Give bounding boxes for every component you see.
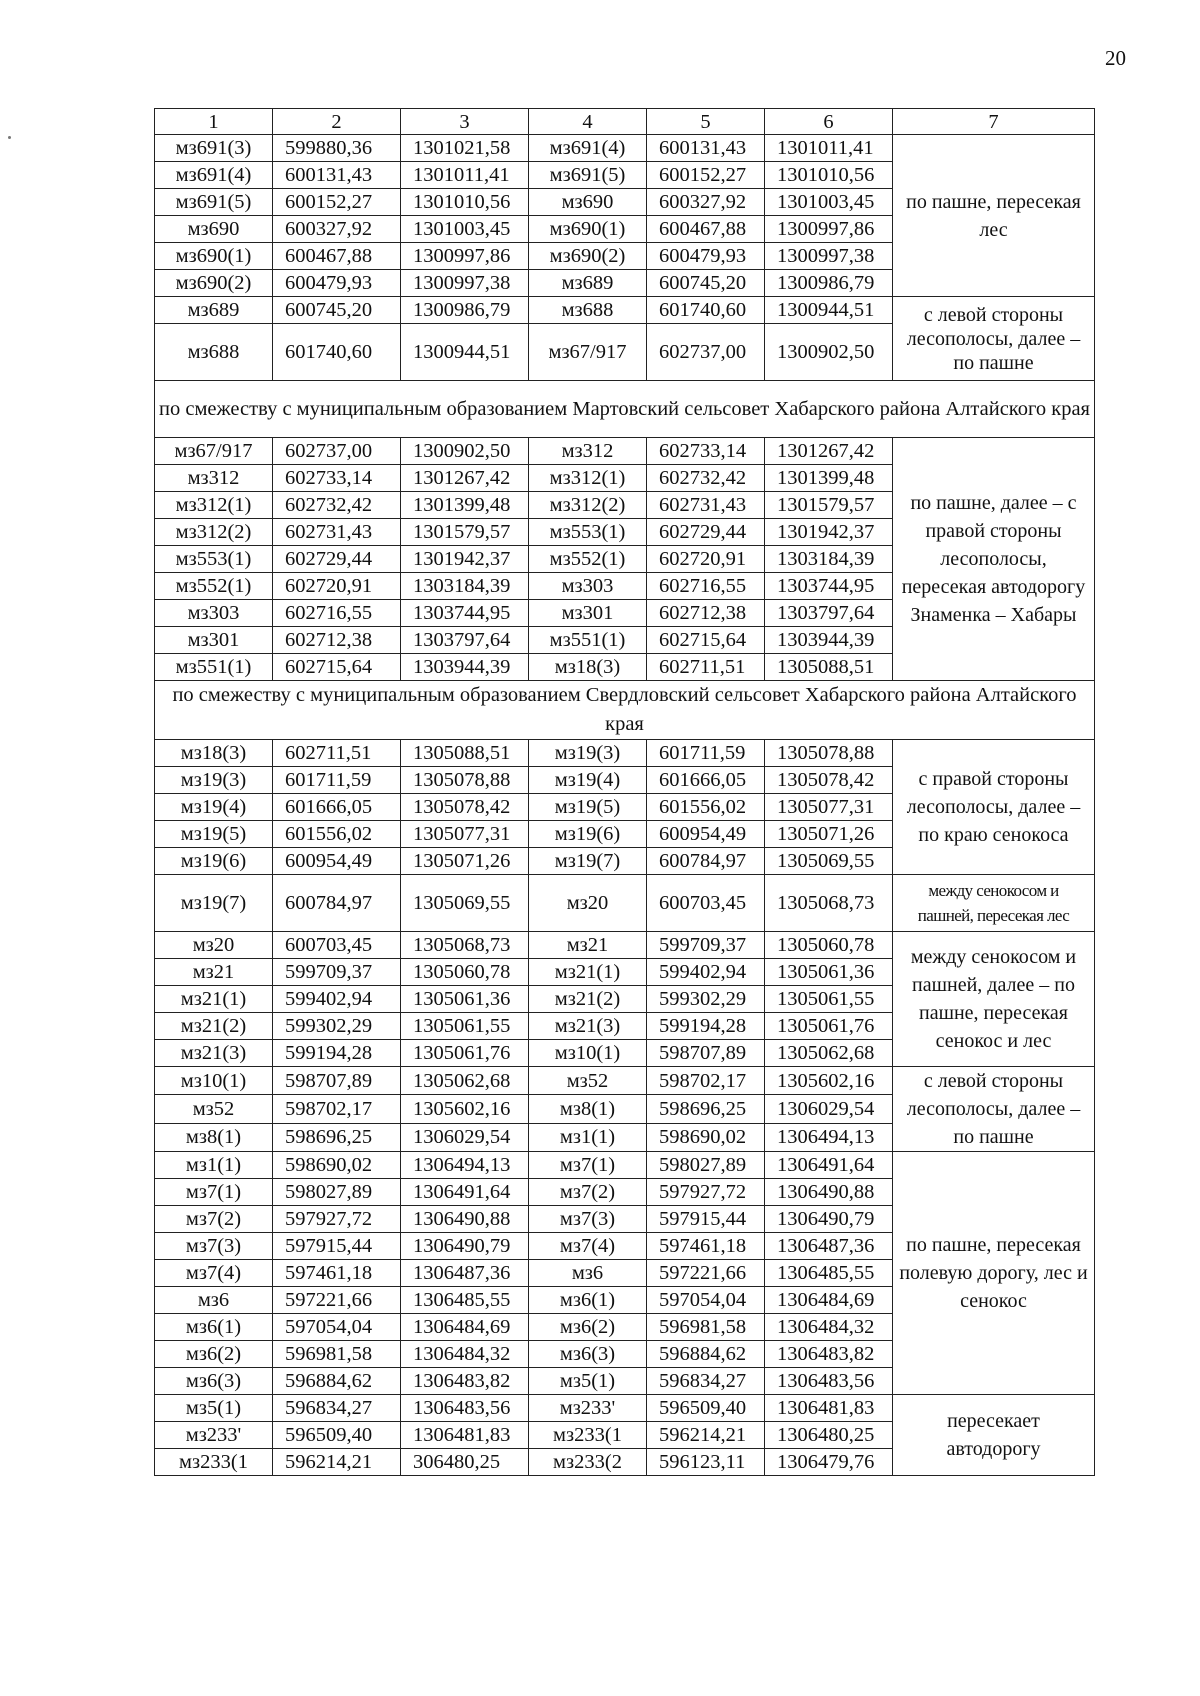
x-from: 602731,43 bbox=[273, 519, 401, 546]
x-to: 597461,18 bbox=[647, 1233, 765, 1260]
point-to: мз689 bbox=[529, 270, 647, 297]
x-to: 597054,04 bbox=[647, 1287, 765, 1314]
x-from: 596509,40 bbox=[273, 1422, 401, 1449]
point-to: мз7(4) bbox=[529, 1233, 647, 1260]
y-to: 1305060,78 bbox=[765, 932, 893, 959]
x-from: 602712,38 bbox=[273, 627, 401, 654]
y-from: 1301010,56 bbox=[401, 189, 529, 216]
point-to: мз67/917 bbox=[529, 324, 647, 381]
x-to: 601711,59 bbox=[647, 740, 765, 767]
x-to: 596509,40 bbox=[647, 1395, 765, 1422]
y-from: 1305069,55 bbox=[401, 875, 529, 932]
x-to: 597915,44 bbox=[647, 1206, 765, 1233]
y-from: 1306487,36 bbox=[401, 1260, 529, 1287]
point-from: мз691(4) bbox=[155, 162, 273, 189]
point-from: мз10(1) bbox=[155, 1067, 273, 1095]
point-to: мз19(7) bbox=[529, 848, 647, 875]
point-to: мз301 bbox=[529, 600, 647, 627]
x-to: 599194,28 bbox=[647, 1013, 765, 1040]
point-to: мз553(1) bbox=[529, 519, 647, 546]
point-from: мз301 bbox=[155, 627, 273, 654]
y-to: 1306485,55 bbox=[765, 1260, 893, 1287]
x-from: 596981,58 bbox=[273, 1341, 401, 1368]
x-to: 596981,58 bbox=[647, 1314, 765, 1341]
column-header: 4 bbox=[529, 109, 647, 135]
x-to: 602720,91 bbox=[647, 546, 765, 573]
point-from: мз1(1) bbox=[155, 1152, 273, 1179]
y-to: 1300997,86 bbox=[765, 216, 893, 243]
y-to: 1301942,37 bbox=[765, 519, 893, 546]
y-from: 1305088,51 bbox=[401, 740, 529, 767]
y-to: 1306484,69 bbox=[765, 1287, 893, 1314]
point-from: мз8(1) bbox=[155, 1123, 273, 1151]
point-to: мз312 bbox=[529, 438, 647, 465]
x-from: 596884,62 bbox=[273, 1368, 401, 1395]
point-from: мз20 bbox=[155, 932, 273, 959]
y-from: 1305061,76 bbox=[401, 1040, 529, 1067]
y-to: 1301010,56 bbox=[765, 162, 893, 189]
x-to: 602716,55 bbox=[647, 573, 765, 600]
x-to: 600954,49 bbox=[647, 821, 765, 848]
x-to: 600784,97 bbox=[647, 848, 765, 875]
column-header: 3 bbox=[401, 109, 529, 135]
boundary-description: пересекает автодорогу bbox=[893, 1395, 1095, 1476]
y-from: 1306490,79 bbox=[401, 1233, 529, 1260]
point-from: мз7(4) bbox=[155, 1260, 273, 1287]
y-from: 1301399,48 bbox=[401, 492, 529, 519]
x-to: 601666,05 bbox=[647, 767, 765, 794]
y-to: 1301003,45 bbox=[765, 189, 893, 216]
table-row bbox=[155, 932, 1095, 959]
y-from: 1301021,58 bbox=[401, 135, 529, 162]
point-to: мз21(3) bbox=[529, 1013, 647, 1040]
x-to: 602712,38 bbox=[647, 600, 765, 627]
y-to: 1305061,55 bbox=[765, 986, 893, 1013]
x-from: 601666,05 bbox=[273, 794, 401, 821]
point-from: мз5(1) bbox=[155, 1395, 273, 1422]
point-to: мз6(3) bbox=[529, 1341, 647, 1368]
point-from: мз552(1) bbox=[155, 573, 273, 600]
point-to: мз7(1) bbox=[529, 1152, 647, 1179]
point-to: мз6(1) bbox=[529, 1287, 647, 1314]
point-to: мз312(1) bbox=[529, 465, 647, 492]
x-from: 600784,97 bbox=[273, 875, 401, 932]
x-from: 599194,28 bbox=[273, 1040, 401, 1067]
point-from: мз21(3) bbox=[155, 1040, 273, 1067]
page-number: 20 bbox=[1105, 46, 1126, 70]
point-from: мз6(1) bbox=[155, 1314, 273, 1341]
x-from: 596214,21 bbox=[273, 1449, 401, 1476]
section-heading: по смежеству с муниципальным образованием Мартовский сельсовет Хабарского района Алтайского края bbox=[155, 381, 1095, 438]
point-to: мз6(2) bbox=[529, 1314, 647, 1341]
y-to: 1306483,56 bbox=[765, 1368, 893, 1395]
x-to: 602731,43 bbox=[647, 492, 765, 519]
point-to: мз233' bbox=[529, 1395, 647, 1422]
point-to: мз52 bbox=[529, 1067, 647, 1095]
y-to: 1305061,76 bbox=[765, 1013, 893, 1040]
point-from: мз19(4) bbox=[155, 794, 273, 821]
x-to: 602733,14 bbox=[647, 438, 765, 465]
x-from: 602737,00 bbox=[273, 438, 401, 465]
y-to: 1306490,88 bbox=[765, 1179, 893, 1206]
table-row bbox=[155, 1067, 1095, 1095]
y-to: 1305071,26 bbox=[765, 821, 893, 848]
column-header-row bbox=[155, 109, 1095, 135]
x-from: 599880,36 bbox=[273, 135, 401, 162]
table-row bbox=[155, 875, 1095, 932]
point-to: мз7(3) bbox=[529, 1206, 647, 1233]
x-from: 599709,37 bbox=[273, 959, 401, 986]
y-to: 1305077,31 bbox=[765, 794, 893, 821]
x-to: 601740,60 bbox=[647, 297, 765, 324]
point-to: мз19(5) bbox=[529, 794, 647, 821]
point-from: мз19(3) bbox=[155, 767, 273, 794]
boundary-description: с правой стороны лесополосы, далее – по краю сенокоса bbox=[893, 740, 1095, 875]
point-to: мз19(3) bbox=[529, 740, 647, 767]
x-from: 601711,59 bbox=[273, 767, 401, 794]
x-from: 600327,92 bbox=[273, 216, 401, 243]
x-from: 597927,72 bbox=[273, 1206, 401, 1233]
x-to: 599302,29 bbox=[647, 986, 765, 1013]
x-from: 598696,25 bbox=[273, 1123, 401, 1151]
y-to: 1306483,82 bbox=[765, 1341, 893, 1368]
y-from: 1301579,57 bbox=[401, 519, 529, 546]
y-to: 1301579,57 bbox=[765, 492, 893, 519]
y-from: 1306490,88 bbox=[401, 1206, 529, 1233]
point-from: мз21 bbox=[155, 959, 273, 986]
y-to: 1306490,79 bbox=[765, 1206, 893, 1233]
point-from: мз19(7) bbox=[155, 875, 273, 932]
x-from: 598702,17 bbox=[273, 1095, 401, 1123]
point-to: мз19(6) bbox=[529, 821, 647, 848]
point-from: мз67/917 bbox=[155, 438, 273, 465]
point-from: мз19(6) bbox=[155, 848, 273, 875]
y-from: 1306491,64 bbox=[401, 1179, 529, 1206]
point-from: мз689 bbox=[155, 297, 273, 324]
point-from: мз18(3) bbox=[155, 740, 273, 767]
x-from: 597221,66 bbox=[273, 1287, 401, 1314]
x-to: 600131,43 bbox=[647, 135, 765, 162]
x-to: 601556,02 bbox=[647, 794, 765, 821]
y-to: 1306494,13 bbox=[765, 1123, 893, 1151]
point-from: мз21(2) bbox=[155, 1013, 273, 1040]
y-to: 1303797,64 bbox=[765, 600, 893, 627]
y-from: 1305077,31 bbox=[401, 821, 529, 848]
point-from: мз233' bbox=[155, 1422, 273, 1449]
x-to: 596123,11 bbox=[647, 1449, 765, 1476]
x-from: 596834,27 bbox=[273, 1395, 401, 1422]
y-from: 1305078,88 bbox=[401, 767, 529, 794]
point-to: мз691(4) bbox=[529, 135, 647, 162]
point-from: мз19(5) bbox=[155, 821, 273, 848]
y-to: 1306479,76 bbox=[765, 1449, 893, 1476]
y-to: 1306484,32 bbox=[765, 1314, 893, 1341]
table-row bbox=[155, 297, 1095, 324]
y-from: 1300902,50 bbox=[401, 438, 529, 465]
x-from: 602716,55 bbox=[273, 600, 401, 627]
x-to: 600327,92 bbox=[647, 189, 765, 216]
point-to: мз8(1) bbox=[529, 1095, 647, 1123]
y-from: 1303744,95 bbox=[401, 600, 529, 627]
point-to: мз19(4) bbox=[529, 767, 647, 794]
y-to: 1300986,79 bbox=[765, 270, 893, 297]
y-to: 1305061,36 bbox=[765, 959, 893, 986]
x-to: 600479,93 bbox=[647, 243, 765, 270]
x-from: 598690,02 bbox=[273, 1152, 401, 1179]
point-to: мз6 bbox=[529, 1260, 647, 1287]
boundary-coordinates-table bbox=[154, 108, 1095, 1476]
point-from: мз690 bbox=[155, 216, 273, 243]
y-to: 1305062,68 bbox=[765, 1040, 893, 1067]
x-from: 597054,04 bbox=[273, 1314, 401, 1341]
x-from: 601556,02 bbox=[273, 821, 401, 848]
x-from: 602720,91 bbox=[273, 573, 401, 600]
x-to: 600745,20 bbox=[647, 270, 765, 297]
y-from: 1305061,36 bbox=[401, 986, 529, 1013]
x-to: 602715,64 bbox=[647, 627, 765, 654]
point-from: мз233(1 bbox=[155, 1449, 273, 1476]
x-from: 597915,44 bbox=[273, 1233, 401, 1260]
x-from: 599402,94 bbox=[273, 986, 401, 1013]
y-to: 1303184,39 bbox=[765, 546, 893, 573]
point-from: мз690(1) bbox=[155, 243, 273, 270]
table-row bbox=[155, 135, 1095, 162]
x-to: 598027,89 bbox=[647, 1152, 765, 1179]
point-from: мз312(2) bbox=[155, 519, 273, 546]
y-from: 1300944,51 bbox=[401, 324, 529, 381]
point-from: мз21(1) bbox=[155, 986, 273, 1013]
boundary-description: между сенокосом и пашней, пересекая лес bbox=[893, 875, 1095, 932]
point-from: мз6 bbox=[155, 1287, 273, 1314]
x-to: 602729,44 bbox=[647, 519, 765, 546]
point-to: мз690 bbox=[529, 189, 647, 216]
x-to: 600152,27 bbox=[647, 162, 765, 189]
point-to: мз303 bbox=[529, 573, 647, 600]
x-to: 598690,02 bbox=[647, 1123, 765, 1151]
section-heading: по смежеству с муниципальным образованием Свердловский сельсовет Хабарского района Алтайского края bbox=[155, 681, 1095, 740]
point-from: мз690(2) bbox=[155, 270, 273, 297]
y-to: 1301011,41 bbox=[765, 135, 893, 162]
x-to: 598707,89 bbox=[647, 1040, 765, 1067]
y-from: 1301942,37 bbox=[401, 546, 529, 573]
boundary-description: по пашне, пересекая лес bbox=[893, 135, 1095, 297]
y-to: 1301267,42 bbox=[765, 438, 893, 465]
point-to: мз691(5) bbox=[529, 162, 647, 189]
x-to: 596214,21 bbox=[647, 1422, 765, 1449]
x-from: 602732,42 bbox=[273, 492, 401, 519]
point-from: мз551(1) bbox=[155, 654, 273, 681]
point-from: мз7(1) bbox=[155, 1179, 273, 1206]
y-to: 1306491,64 bbox=[765, 1152, 893, 1179]
point-to: мз233(1 bbox=[529, 1422, 647, 1449]
point-to: мз20 bbox=[529, 875, 647, 932]
point-from: мз688 bbox=[155, 324, 273, 381]
x-from: 602733,14 bbox=[273, 465, 401, 492]
y-from: 1306484,32 bbox=[401, 1341, 529, 1368]
section-row bbox=[155, 381, 1095, 438]
column-header: 2 bbox=[273, 109, 401, 135]
x-to: 597927,72 bbox=[647, 1179, 765, 1206]
point-to: мз10(1) bbox=[529, 1040, 647, 1067]
boundary-description: с левой стороны лесополосы, далее – по пашне bbox=[893, 1067, 1095, 1152]
y-from: 1305602,16 bbox=[401, 1095, 529, 1123]
y-from: 1306494,13 bbox=[401, 1152, 529, 1179]
point-to: мз5(1) bbox=[529, 1368, 647, 1395]
x-from: 600479,93 bbox=[273, 270, 401, 297]
section-row bbox=[155, 681, 1095, 740]
x-to: 598696,25 bbox=[647, 1095, 765, 1123]
point-from: мз553(1) bbox=[155, 546, 273, 573]
y-from: 1305068,73 bbox=[401, 932, 529, 959]
y-to: 1305078,42 bbox=[765, 767, 893, 794]
y-to: 1306481,83 bbox=[765, 1395, 893, 1422]
x-to: 597221,66 bbox=[647, 1260, 765, 1287]
boundary-description: между сенокосом и пашней, далее – по пашне, пересекая сенокос и лес bbox=[893, 932, 1095, 1067]
y-to: 1300902,50 bbox=[765, 324, 893, 381]
point-from: мз691(5) bbox=[155, 189, 273, 216]
y-from: 1305078,42 bbox=[401, 794, 529, 821]
boundary-description: по пашне, пересекая полевую дорогу, лес и сенокос bbox=[893, 1152, 1095, 1395]
y-to: 1305602,16 bbox=[765, 1067, 893, 1095]
x-to: 598702,17 bbox=[647, 1067, 765, 1095]
point-from: мз52 bbox=[155, 1095, 273, 1123]
point-from: мз312(1) bbox=[155, 492, 273, 519]
x-to: 600467,88 bbox=[647, 216, 765, 243]
point-to: мз688 bbox=[529, 297, 647, 324]
boundary-description: с левой стороны лесополосы, далее – по пашне bbox=[893, 297, 1095, 381]
y-from: 1301011,41 bbox=[401, 162, 529, 189]
y-from: 1303184,39 bbox=[401, 573, 529, 600]
x-to: 599709,37 bbox=[647, 932, 765, 959]
x-from: 598027,89 bbox=[273, 1179, 401, 1206]
y-from: 1301267,42 bbox=[401, 465, 529, 492]
point-to: мз552(1) bbox=[529, 546, 647, 573]
y-to: 1301399,48 bbox=[765, 465, 893, 492]
column-header: 1 bbox=[155, 109, 273, 135]
x-to: 599402,94 bbox=[647, 959, 765, 986]
x-from: 597461,18 bbox=[273, 1260, 401, 1287]
x-from: 600954,49 bbox=[273, 848, 401, 875]
point-to: мз1(1) bbox=[529, 1123, 647, 1151]
y-to: 1305078,88 bbox=[765, 740, 893, 767]
x-from: 602711,51 bbox=[273, 740, 401, 767]
y-from: 1306484,69 bbox=[401, 1314, 529, 1341]
y-to: 1305088,51 bbox=[765, 654, 893, 681]
y-from: 1305061,55 bbox=[401, 1013, 529, 1040]
table-row bbox=[155, 1152, 1095, 1179]
table-row bbox=[155, 740, 1095, 767]
x-from: 600745,20 bbox=[273, 297, 401, 324]
x-from: 598707,89 bbox=[273, 1067, 401, 1095]
point-to: мз21(2) bbox=[529, 986, 647, 1013]
y-to: 1300997,38 bbox=[765, 243, 893, 270]
point-to: мз690(1) bbox=[529, 216, 647, 243]
table-row bbox=[155, 1395, 1095, 1422]
y-from: 1301003,45 bbox=[401, 216, 529, 243]
x-to: 602711,51 bbox=[647, 654, 765, 681]
x-to: 602737,00 bbox=[647, 324, 765, 381]
point-to: мз18(3) bbox=[529, 654, 647, 681]
y-to: 1306029,54 bbox=[765, 1095, 893, 1123]
x-to: 596884,62 bbox=[647, 1341, 765, 1368]
y-from: 1305060,78 bbox=[401, 959, 529, 986]
x-to: 596834,27 bbox=[647, 1368, 765, 1395]
column-header: 5 bbox=[647, 109, 765, 135]
point-from: мз6(2) bbox=[155, 1341, 273, 1368]
y-to: 1306487,36 bbox=[765, 1233, 893, 1260]
table-row bbox=[155, 438, 1095, 465]
scan-artifact bbox=[8, 136, 11, 139]
point-from: мз691(3) bbox=[155, 135, 273, 162]
y-from: 1300986,79 bbox=[401, 297, 529, 324]
y-to: 1305068,73 bbox=[765, 875, 893, 932]
x-from: 602729,44 bbox=[273, 546, 401, 573]
x-from: 600703,45 bbox=[273, 932, 401, 959]
x-to: 602732,42 bbox=[647, 465, 765, 492]
y-to: 1300944,51 bbox=[765, 297, 893, 324]
y-from: 1303944,39 bbox=[401, 654, 529, 681]
point-from: мз7(3) bbox=[155, 1233, 273, 1260]
point-from: мз6(3) bbox=[155, 1368, 273, 1395]
y-to: 1305069,55 bbox=[765, 848, 893, 875]
boundary-description: по пашне, далее – с правой стороны лесополосы, пересекая автодорогу Знаменка – Хабары bbox=[893, 438, 1095, 681]
y-from: 1305071,26 bbox=[401, 848, 529, 875]
y-to: 1306480,25 bbox=[765, 1422, 893, 1449]
y-from: 1306483,82 bbox=[401, 1368, 529, 1395]
point-to: мз21(1) bbox=[529, 959, 647, 986]
x-from: 599302,29 bbox=[273, 1013, 401, 1040]
point-to: мз690(2) bbox=[529, 243, 647, 270]
column-header: 6 bbox=[765, 109, 893, 135]
y-to: 1303744,95 bbox=[765, 573, 893, 600]
y-from: 1306481,83 bbox=[401, 1422, 529, 1449]
x-from: 602715,64 bbox=[273, 654, 401, 681]
point-to: мз21 bbox=[529, 932, 647, 959]
x-from: 600152,27 bbox=[273, 189, 401, 216]
x-from: 600467,88 bbox=[273, 243, 401, 270]
point-to: мз7(2) bbox=[529, 1179, 647, 1206]
y-from: 1306485,55 bbox=[401, 1287, 529, 1314]
y-from: 1300997,38 bbox=[401, 270, 529, 297]
point-to: мз551(1) bbox=[529, 627, 647, 654]
y-from: 306480,25 bbox=[401, 1449, 529, 1476]
x-from: 600131,43 bbox=[273, 162, 401, 189]
point-from: мз312 bbox=[155, 465, 273, 492]
y-to: 1303944,39 bbox=[765, 627, 893, 654]
point-from: мз7(2) bbox=[155, 1206, 273, 1233]
point-to: мз312(2) bbox=[529, 492, 647, 519]
y-from: 1305062,68 bbox=[401, 1067, 529, 1095]
point-to: мз233(2 bbox=[529, 1449, 647, 1476]
y-from: 1303797,64 bbox=[401, 627, 529, 654]
column-header: 7 bbox=[893, 109, 1095, 135]
point-from: мз303 bbox=[155, 600, 273, 627]
x-from: 601740,60 bbox=[273, 324, 401, 381]
y-from: 1306029,54 bbox=[401, 1123, 529, 1151]
y-from: 1306483,56 bbox=[401, 1395, 529, 1422]
y-from: 1300997,86 bbox=[401, 243, 529, 270]
x-to: 600703,45 bbox=[647, 875, 765, 932]
